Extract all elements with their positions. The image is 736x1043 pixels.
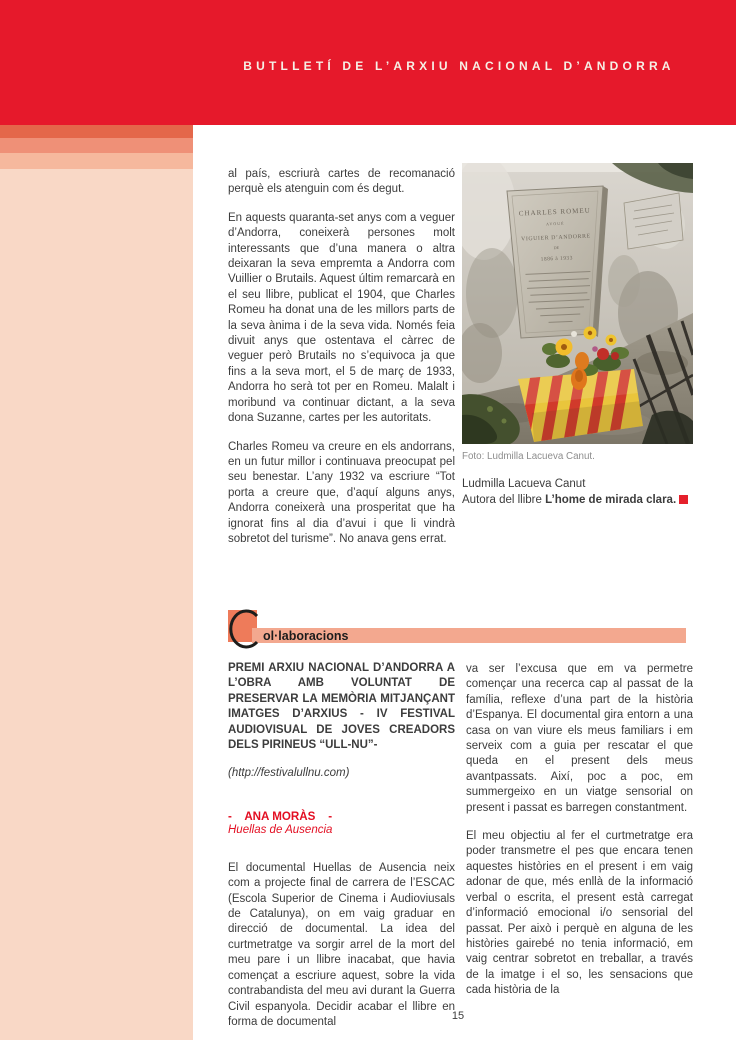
author-role-line — [462, 493, 691, 509]
author-credit — [462, 477, 691, 508]
photo-caption: Foto: Ludmilla Lacueva Canut. — [462, 451, 595, 462]
bulletin-masthead-title: BUTLLETÍ DE L’ARXIU NACIONAL D’ANDORRA — [243, 59, 675, 73]
paragraph: Charles Romeu va creure en els andorrans, en un futur millor i continuava preocupat pel seu benestar. L’any 1932 va escriure “Tot porta a creure que, d’aquí alguns anys, Andorra coneixerà una prosperitat que ha ignorat fins al dia d’avui i que li vindrà sobretot del turisme”. No anava gens errat. — [228, 440, 455, 545]
festival-url: (http://festivalullnu.com) — [228, 767, 350, 780]
role-prefix: Autora del llibre — [462, 493, 546, 506]
plaque-viguier-text: VIGUIER D’ANDORRE — [520, 233, 591, 243]
paragraph: al país, escriurà cartes de recomanació perquè els atenguin com és degut. — [228, 168, 455, 196]
book-title: L’home de mirada clara. — [545, 493, 677, 506]
section-initial-C — [224, 605, 268, 653]
paragraph: En aquests quaranta-set anys com a veguer d’Andorra, coneixerà persones molt interessants que d’una manera o altra deixaran la seva empremta a Andorra com Vuillier o Brutails. Aquest últim remarcarà en el seu llibre, publicat el 1904, que Charles Romeu ha donat una de les millors parts de la seva ànima i de la seva vida. Només feia divuit anys que ostentava el càrrec de veguer però Brutails no s’equivoca ja que fins a la seva mort, el 5 de març de 1933, Andorra ho serà tot per en Romeu. Malalt i moribund va continuar dictant, a la seva dona Suzanne, cartes per les autoritats. — [228, 211, 455, 425]
decorative-stripe-mid — [0, 138, 193, 153]
paragraph: va ser l’excusa que em va permetre començar una recerca cap al passat de la família, reflexe d’una part de la història d’Espanya. El documental gira entorn a una casa on van viure els meus familiars i em serveix com a guia per rescatar el que queda en el present dels meus avantpassats. Així, poc a poc, em summergeixo en un viatge sensorial on present i passat es barregen constantment. — [466, 663, 693, 814]
grave-photo-illustration — [462, 163, 693, 444]
decorative-stripe-light — [0, 153, 193, 169]
plaque-de-text: DE — [553, 244, 560, 251]
paragraph: El documental Huellas de Ausencia neix com a projecte final de carrera de l’ESCAC (Escola Superior de Cinema i Audioviusals de Catalunya), on em vaig graduar en direcció de documental. La idea del curtmetratge va sorgir arrel de la mort del meu pare i un llibre inacabat, que havia començat a escriure aquest, sobre la vida contrabandista del meu avi durant la Guerra Civil espanyola. Decidir acabar el llibre en forma de documental — [228, 861, 455, 1028]
plaque-title-text: AVOUÉ — [545, 220, 565, 227]
section-label: ol·laboracions — [263, 629, 349, 643]
article-left-column — [228, 167, 455, 560]
plaque-name-text: CHARLES ROMEU — [518, 206, 591, 218]
small-plaque — [624, 193, 683, 249]
page-number: 15 — [451, 1010, 465, 1022]
collab-left-column — [228, 661, 455, 1043]
grave-photo — [462, 163, 693, 444]
plaque-dates-text: 1886 à 1933 — [540, 255, 574, 263]
collab-work-title: Huellas de Ausencia — [228, 823, 333, 836]
decorative-stripe-dark — [0, 125, 193, 138]
left-margin-pink-block — [0, 169, 193, 1040]
collab-right-column — [466, 662, 693, 1012]
collab-author-name: - ANA MORÀS - — [228, 809, 333, 823]
award-title: PREMI ARXIU NACIONAL D’ANDORRA A L’OBRA AMB VOLUNTAT DE PRESERVAR LA MEMÒRIA MITJANÇANT IMATGES D’ARXIUS - IV FESTIVAL AUDIOVISUAL DE JOVES CREADORS DELS PIRINEUS “ULL-NU”- — [228, 662, 455, 752]
author-name: Ludmilla Lacueva Canut — [462, 478, 586, 490]
end-of-article-square — [679, 495, 688, 504]
paragraph: El meu objectiu al fer el curtmetratge era poder transmetre el pes que encara tenen aquestes històries en el present i em vaig adonar de que, més enllà de la informació verbal o escrita, el present està carregat d’informació emocional i/o sensorial del passat. Per això i perquè en alguna de les històries gairebé no tenia informació, em vaig centrar sobretot en treballar, a través de la imatge i el so, les sensacions que cada història de la — [466, 830, 693, 997]
